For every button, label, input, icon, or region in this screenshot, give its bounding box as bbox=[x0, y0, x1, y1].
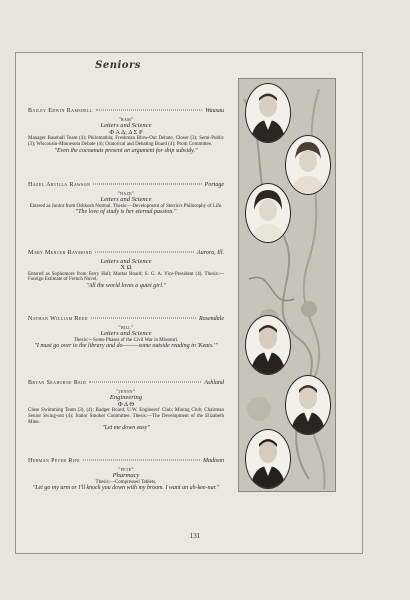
entry-town: Portage bbox=[204, 182, 224, 188]
entry-quote: "Let me down easy" bbox=[102, 425, 150, 432]
entry-rife bbox=[28, 458, 224, 492]
entry-nickname: "bill" bbox=[118, 324, 134, 331]
portrait-photo-rawson bbox=[285, 135, 331, 195]
entry-quote: "All the world loves a quiet girl." bbox=[86, 282, 166, 289]
entry-quote: "I must go over to the library and do———some outside reading in 'Keats.'" bbox=[34, 343, 218, 350]
entry-activities: Entered as Sophomore from Ferry Hall; Mortar Board; S. G. A. Vice-President (4). Thesis:—Foreign Estimate of French Novel. bbox=[28, 271, 224, 283]
entry-nickname: "haze" bbox=[117, 190, 135, 197]
entry-nickname: "pete" bbox=[118, 466, 134, 473]
entry-rawson bbox=[28, 182, 224, 216]
entry-name: Hazel Arvilla Rawson bbox=[28, 182, 91, 188]
entry-activities: Thesis:—Some Phases of the Civil War in Missouri. bbox=[73, 337, 179, 343]
entry-name: Bailey Edwin Ramsdell bbox=[28, 108, 93, 114]
entry-greek: Φ Δ Θ bbox=[117, 400, 135, 408]
entry-activities: Entered as Junior from Oshkosh Normal. Thesis:—Development of Sterrin's Philosophy of Life. bbox=[29, 203, 223, 209]
entry-nickname: "jenny" bbox=[116, 388, 136, 395]
entry-name: Bryan Seaborne Reid bbox=[28, 380, 87, 386]
entry-activities: Close Swimming Team (3), (4); Badger Board; U.W. Engineers' Club; Mining Club; Chairman Senior Swing-out (4); Junior Smoker Committee. Thesis:—The Development of the Elizabeth Mine. bbox=[28, 408, 224, 425]
portrait-photo-reid bbox=[285, 375, 331, 435]
entry-name: Nathan William Reed bbox=[28, 316, 88, 322]
entry-school: Letters and Science bbox=[100, 122, 152, 130]
entry-town: Rosendale bbox=[199, 316, 224, 322]
entry-raymond bbox=[28, 250, 224, 290]
entry-town: Aurora, Ill. bbox=[197, 250, 224, 256]
entry-name: Mary Mercer Raymond bbox=[28, 250, 93, 256]
portrait-photo-reed bbox=[245, 315, 291, 375]
page-number: 131 bbox=[189, 532, 201, 540]
entry-activities: Thesis:—Compressed Tablets. bbox=[95, 479, 157, 485]
portrait-panel bbox=[238, 78, 336, 492]
entry-town: Wausau bbox=[205, 108, 224, 114]
section-title: Seniors bbox=[95, 60, 141, 71]
entry-greek: Φ Α Δ; Δ Σ Ρ bbox=[109, 128, 143, 136]
entry-school: Letters and Science bbox=[100, 330, 152, 338]
entry-nickname: "ram" bbox=[118, 116, 134, 123]
entry-reid bbox=[28, 380, 224, 432]
entry-school: Engineering bbox=[109, 394, 143, 402]
entry-school: Letters and Science bbox=[100, 196, 152, 204]
entry-school: Letters and Science bbox=[100, 257, 152, 265]
portrait-photo-rife bbox=[245, 429, 291, 489]
entry-town: Madison bbox=[203, 458, 224, 464]
entry-quote: "The love of study is her eternal passion." bbox=[75, 209, 177, 216]
portrait-photo-raymond bbox=[245, 183, 291, 243]
entry-greek: Χ Ω bbox=[120, 264, 132, 272]
portrait-photo-ramsdell bbox=[245, 83, 291, 143]
entry-school: Pharmacy bbox=[112, 472, 140, 480]
entry-activities: Manager Baseball Team (4); Philomathia; Freshman Blow-Out Debate, Closer (3); Semi-Public (3); Wisconsin-Minnesota Debate (4); Oratorical and Debating Board (4); Prom Committee. bbox=[28, 136, 224, 147]
entry-ramsdell bbox=[28, 108, 224, 155]
entry-reed bbox=[28, 316, 224, 350]
entry-quote: "Even the cocoanuts present an argument for ship subsidy." bbox=[54, 147, 198, 154]
entry-name: Herman Peter Rife bbox=[28, 458, 80, 464]
entry-town: Ashland bbox=[204, 380, 224, 386]
entry-quote: "Let go my arm or I'll knock you down with my broom. I want an ah-kee-nar." bbox=[32, 485, 220, 492]
